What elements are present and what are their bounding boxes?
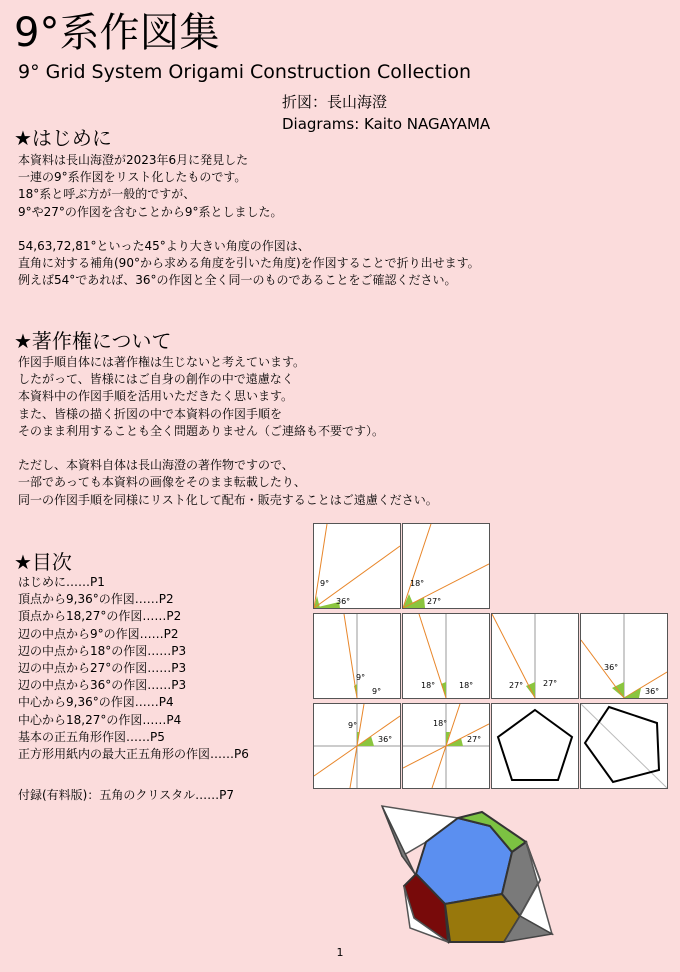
intro-heading: ★はじめに xyxy=(14,126,112,150)
angle-label: 9° xyxy=(320,579,330,588)
diagram-center-18-27 xyxy=(402,703,490,789)
intro-line: 9°や27°の作図を含むことから9°系としました。 xyxy=(18,204,283,219)
angle-label: 27° xyxy=(427,597,442,606)
copyright-paragraph xyxy=(18,354,438,509)
diagram-edge-midpoint-36 xyxy=(580,613,668,699)
toc-item[interactable]: 頂点から9,36°の作図……P2 xyxy=(18,592,174,607)
diagram-max-pentagon-in-square xyxy=(580,703,668,789)
intro-line xyxy=(18,221,480,238)
credit-japanese: 折図：長山海澄 xyxy=(282,93,388,111)
intro-paragraph xyxy=(18,152,480,290)
intro-line: 本資料は長山海澄が2023年6月に発見した xyxy=(18,153,249,167)
intro-line: 一連の9°系作図をリスト化したものです。 xyxy=(18,170,247,185)
copyright-line: 本資料中の作図手順を活用いただきたく思います。 xyxy=(18,389,294,404)
toc-appendix[interactable]: 付録(有料版)：五角のクリスタル……P7 xyxy=(18,788,234,802)
angle-label: 18° xyxy=(459,681,474,690)
intro-line: 54,63,72,81°といった45°より大きい角度の作図は、 xyxy=(18,238,310,253)
angle-label: 18° xyxy=(433,719,448,728)
toc-item[interactable]: 頂点から18,27°の作図……P2 xyxy=(18,609,182,624)
diagram-edge-midpoint-9 xyxy=(313,613,401,699)
diagram-center-9-36 xyxy=(313,703,401,789)
diagram-corner-9-36 xyxy=(313,523,401,609)
angle-label: 36° xyxy=(336,597,351,606)
angle-label: 36° xyxy=(645,687,660,696)
copyright-line xyxy=(18,440,438,457)
angle-label: 27° xyxy=(543,679,558,688)
toc-item[interactable]: 辺の中点から9°の作図……P2 xyxy=(18,626,179,641)
toc-item[interactable]: 中心から18,27°の作図……P4 xyxy=(18,712,182,727)
angle-label: 27° xyxy=(467,735,482,744)
copyright-line: したがって、皆様にはご自身の創作の中で遠慮なく xyxy=(18,372,294,387)
page-title: 9°系作図集 xyxy=(14,10,220,56)
angle-label: 9° xyxy=(372,687,382,696)
intro-line: 例えば54°であれば、36°の作図と全く同一のものであることをご確認ください。 xyxy=(18,273,457,288)
toc-item[interactable]: 辺の中点から18°の作図……P3 xyxy=(18,643,187,658)
diagram-corner-18-27 xyxy=(402,523,490,609)
diagram-edge-midpoint-18 xyxy=(402,613,490,699)
toc-item[interactable]: 辺の中点から36°の作図……P3 xyxy=(18,678,187,693)
angle-label: 18° xyxy=(421,681,436,690)
copyright-heading: ★著作権について xyxy=(14,329,172,353)
copyright-line: また、皆様の描く折図の中で本資料の作図手順を xyxy=(18,406,283,421)
copyright-line: そのまま利用することも全く問題ありません（ご連絡も不要です）。 xyxy=(18,423,385,438)
angle-label: 9° xyxy=(356,673,366,682)
toc-item[interactable]: 基本の正五角形作図……P5 xyxy=(18,729,165,744)
copyright-line: 一部であっても本資料の画像をそのまま転載したり、 xyxy=(18,475,306,490)
credit-english: Diagrams: Kaito NAGAYAMA xyxy=(282,115,491,133)
intro-line: 直角に対する補角(90°から求める角度を引いた角度)を作図することで折り出せます。 xyxy=(18,256,480,271)
copyright-line: 同一の作図手順を同様にリスト化して配布・販売することはご遠慮ください。 xyxy=(18,492,438,507)
angle-label: 27° xyxy=(509,681,524,690)
toc-item[interactable]: はじめに……P1 xyxy=(18,575,105,589)
copyright-line: 作図手順自体には著作権は生じないと考えています。 xyxy=(18,355,306,369)
table-of-contents xyxy=(18,574,249,763)
toc-heading: ★目次 xyxy=(14,550,72,574)
angle-label: 9° xyxy=(348,721,358,730)
diagram-edge-midpoint-27 xyxy=(491,613,579,699)
angle-label: 36° xyxy=(604,663,619,672)
toc-item[interactable]: 辺の中点から27°の作図……P3 xyxy=(18,660,187,675)
angle-label: 36° xyxy=(378,735,393,744)
page-number: 1 xyxy=(336,946,344,959)
toc-item[interactable]: 正方形用紙内の最大正五角形の作図……P6 xyxy=(18,746,249,761)
crystal-illustration xyxy=(370,800,670,950)
diagram-basic-pentagon xyxy=(491,703,579,789)
angle-label: 18° xyxy=(410,579,425,588)
intro-line: 18°系と呼ぶ方が一般的ですが、 xyxy=(18,187,196,202)
copyright-line: ただし、本資料自体は長山海澄の著作物ですので、 xyxy=(18,458,294,473)
page-subtitle: 9° Grid System Origami Construction Collection xyxy=(18,61,472,83)
toc-item[interactable]: 中心から9,36°の作図……P4 xyxy=(18,695,174,710)
